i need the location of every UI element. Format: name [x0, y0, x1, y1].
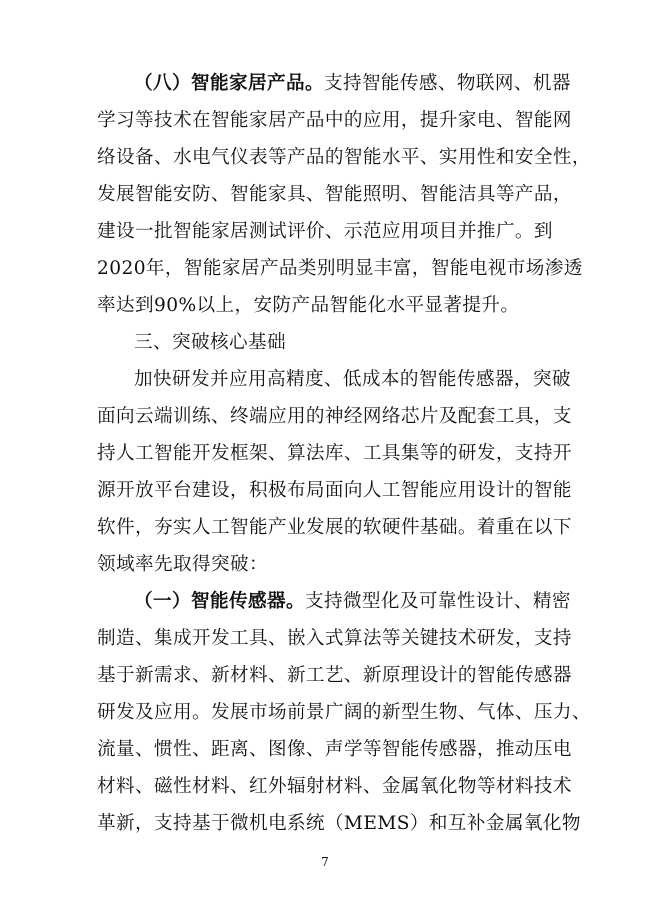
paragraph-line: 加快研发并应用高精度、低成本的智能传感器，突破 — [134, 369, 571, 390]
paragraph-line: 制造、集成开发工具、嵌入式算法等关键技术研发，支持 — [97, 628, 572, 649]
paragraph-line: 持人工智能开发框架、算法库、工具集等的研发，支持开 — [97, 443, 572, 464]
paragraph-line: 软件，夯实人工智能产业发展的软硬件基础。着重在以下 — [97, 517, 572, 538]
section-heading: （一）智能传感器。 — [134, 591, 305, 612]
paragraph-line: 源开放平台建设，积极布局面向人工智能应用设计的智能 — [97, 480, 572, 501]
paragraph-line: 络设备、水电气仪表等产品的智能水平、实用性和安全性， — [97, 147, 591, 168]
paragraph-line: 流量、惯性、距离、图像、声学等智能传感器，推动压电 — [97, 739, 572, 760]
paragraph-line — [134, 72, 571, 96]
paragraph-line — [134, 590, 571, 614]
paragraph-line: 研发及应用。发展市场前景广阔的新型生物、气体、压力、 — [97, 702, 591, 723]
paragraph-line: 发展智能安防、智能家具、智能照明、智能洁具等产品， — [97, 184, 572, 205]
page-number: 7 — [321, 855, 329, 869]
paragraph-line: 革新，支持基于微机电系统（MEMS）和互补金属氧化物 — [97, 813, 581, 834]
chapter-heading: 三、突破核心基础 — [134, 332, 286, 353]
paragraph-line: 2020年，智能家居产品类别明显丰富，智能电视市场渗透 — [97, 258, 583, 279]
line-text: 支持智能传感、物联网、机器 — [323, 73, 571, 94]
paragraph-line: 建设一批智能家居测试评价、示范应用项目并推广。到 — [97, 221, 553, 242]
paragraph-line: 率达到90%以上，安防产品智能化水平显著提升。 — [97, 295, 520, 316]
section-heading: （八）智能家居产品。 — [134, 73, 324, 94]
paragraph-line: 材料、磁性材料、红外辐射材料、金属氧化物等材料技术 — [97, 776, 572, 797]
paragraph-line: 基于新需求、新材料、新工艺、新原理设计的智能传感器 — [97, 665, 572, 686]
paragraph-line: 面向云端训练、终端应用的神经网络芯片及配套工具，支 — [97, 406, 572, 427]
line-text: 支持微型化及可靠性设计、精密 — [304, 591, 571, 612]
paragraph-line: 学习等技术在智能家居产品中的应用，提升家电、智能网 — [97, 110, 572, 131]
paragraph-line: 领域率先取得突破： — [97, 554, 268, 575]
